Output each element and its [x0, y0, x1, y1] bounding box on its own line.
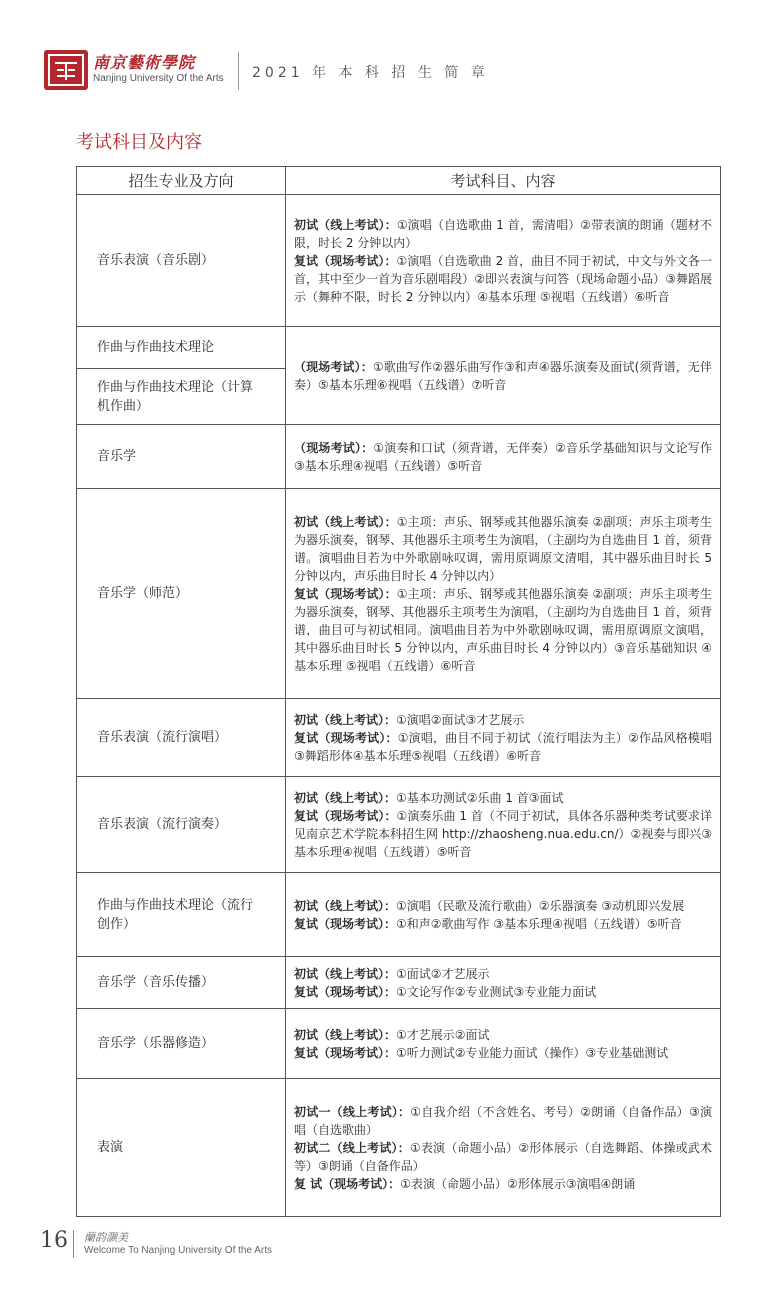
major-cell: 音乐表演（流行演唱） — [77, 699, 286, 777]
segment-text: ①自我介绍（不含姓名、考号）②朗诵（自备作品）③演唱（自选歌曲） — [294, 1104, 712, 1137]
segment-text: ①才艺展示②面试 — [396, 1027, 490, 1042]
segment-label: 复试（现场考试）： — [294, 808, 397, 823]
logo-chinese-name: 南京藝術學院 — [93, 53, 196, 72]
major-cell: 音乐表演（音乐剧） — [77, 195, 286, 327]
logo-english-name: Nanjing University Of the Arts — [93, 73, 224, 84]
page-number: 16 — [40, 1228, 68, 1253]
segment-text: ①听力测试②专业能力面试（操作）③专业基础测试 — [396, 1045, 669, 1060]
exam-segment — [294, 1175, 712, 1193]
university-seal-logo — [44, 50, 88, 90]
footer-divider — [73, 1230, 74, 1258]
major-cell: 作曲与作曲技术理论（流行创作） — [77, 873, 286, 957]
content-cell — [286, 1079, 721, 1217]
table-row — [77, 957, 721, 1009]
header-divider — [238, 52, 239, 90]
table-row — [77, 195, 721, 327]
table-row — [77, 489, 721, 699]
segment-text: ①演唱（自选歌曲 2 首，曲目不同于初试，中文与外文各一首，其中至少一首为音乐剧唱段）②即兴表演与问答（现场命题小品）③舞蹈展示（舞种不限，时长 2 分钟以内）④基本乐理 ⑤视唱（五线谱）⑥听音 — [294, 253, 712, 304]
major-cell: 作曲与作曲技术理论 — [77, 327, 286, 369]
exam-segment — [294, 897, 712, 915]
exam-subjects-table — [76, 166, 721, 1217]
segment-label: 初试（线上考试）： — [294, 966, 397, 981]
segment-text: ①演唱②面试③才艺展示 — [396, 712, 525, 727]
major-cell: 音乐学（音乐传播） — [77, 957, 286, 1009]
exam-segment — [294, 252, 712, 306]
page-header — [0, 0, 776, 110]
segment-text: ①和声②歌曲写作 ③基本乐理④视唱（五线谱）⑤听音 — [396, 916, 682, 931]
exam-segment — [294, 807, 712, 861]
content-cell — [286, 957, 721, 1009]
content-cell — [286, 195, 721, 327]
major-cell: 音乐学（乐器修造） — [77, 1009, 286, 1079]
segment-text: ①演唱，曲目不同于初试（流行唱法为主）②作品风格模唱③舞蹈形体④基本乐理⑤视唱（五线谱）⑥听音 — [294, 730, 712, 763]
segment-label: 初试（线上考试）： — [294, 514, 397, 529]
segment-label: 初试二（线上考试）： — [294, 1140, 410, 1155]
exam-segment — [294, 1103, 712, 1139]
exam-segment — [294, 789, 712, 807]
exam-segment — [294, 1044, 712, 1062]
footer-slogan-en: Welcome To Nanjing University Of the Arts — [84, 1245, 273, 1256]
segment-label: 初试（线上考试）： — [294, 1027, 397, 1042]
segment-label: 复 试（现场考试）： — [294, 1176, 401, 1191]
segment-text: ①主项：声乐、钢琴或其他器乐演奏 ②副项：声乐主项考生为器乐演奏，钢琴、其他器乐主项考生为演唱，（主副均为自选曲目 1 首，须背谱，曲目可与初试相同。演唱曲目若为中外歌剧咏叹调，需用原调原文演唱，其中器乐曲目时长 5 分钟以内，声乐曲目时长 4 分钟以内）③音乐基础知识 ④基本乐理 ⑤视唱（五线谱）⑥听音 — [294, 586, 712, 673]
segment-text: ①文论写作②专业测试③专业能力面试 — [396, 984, 597, 999]
content-cell — [286, 425, 721, 489]
table-row — [77, 699, 721, 777]
exam-segment — [294, 216, 712, 252]
segment-label: 初试一（线上考试）： — [294, 1104, 411, 1119]
major-cell: 音乐表演（流行演奏） — [77, 777, 286, 873]
segment-text: ①面试②才艺展示 — [396, 966, 490, 981]
table-row — [77, 1009, 721, 1079]
exam-segment — [294, 983, 712, 1001]
segment-label: 复试（现场考试）： — [294, 586, 397, 601]
major-cell: 音乐学 — [77, 425, 286, 489]
segment-label: 复试（现场考试）： — [294, 253, 397, 268]
segment-text: ①演奏和口试（须背谱，无伴奏）②音乐学基础知识与文论写作③基本乐理④视唱（五线谱）⑤听音 — [294, 440, 712, 473]
content-cell — [286, 489, 721, 699]
exam-segment — [294, 513, 712, 585]
table-header-row — [77, 167, 721, 195]
exam-segment — [294, 965, 712, 983]
major-cell: 音乐学（师范） — [77, 489, 286, 699]
segment-text: ①表演（命题小品）②形体展示③演唱④朗诵 — [400, 1176, 636, 1191]
segment-label: 初试（线上考试）： — [294, 898, 397, 913]
segment-label: 初试（线上考试）： — [294, 217, 397, 232]
exam-segment — [294, 915, 712, 933]
table-row — [77, 1079, 721, 1217]
segment-text: ①主项：声乐、钢琴或其他器乐演奏 ②副项：声乐主项考生为器乐演奏，钢琴、其他器乐主项考生为演唱，（主副均为自选曲目 1 首，须背谱。演唱曲目若为中外歌剧咏叹调，需用原调原文清唱，其中器乐曲目时长 5 分钟以内，声乐曲目时长 4 分钟以内） — [294, 514, 712, 583]
segment-label: 复试（现场考试）： — [294, 984, 397, 999]
table-row — [77, 873, 721, 957]
exam-segment — [294, 1026, 712, 1044]
segment-label: 复试（现场考试）： — [294, 730, 398, 745]
segment-text: ①歌曲写作②器乐曲写作③和声④器乐演奏及面试(须背谱，无伴奏）⑤基本乐理⑥视唱（五线谱）⑦听音 — [294, 359, 712, 392]
segment-label: 初试（线上考试）： — [294, 712, 397, 727]
exam-segment — [294, 1139, 712, 1175]
section-title: 考试科目及内容 — [76, 132, 202, 153]
header-major: 招生专业及方向 — [77, 167, 286, 195]
exam-segment — [294, 711, 712, 729]
segment-text: ①演奏乐曲 1 首（不同于初试，具体各乐器种类考试要求详见南京艺术学院本科招生网 http://zhaosheng.nua.edu.cn/）②视奏与即兴③基本乐理④视唱（五线谱）⑤听音 — [294, 808, 713, 859]
content-cell — [286, 327, 721, 425]
exam-segment — [294, 729, 712, 765]
content-cell — [286, 873, 721, 957]
exam-segment — [294, 585, 712, 675]
segment-label: 初试（线上考试）： — [294, 790, 397, 805]
content-cell — [286, 1009, 721, 1079]
segment-text: ①基本功测试②乐曲 1 首③面试 — [396, 790, 564, 805]
segment-label: 复试（现场考试）： — [294, 916, 397, 931]
table-row — [77, 777, 721, 873]
brochure-title: 2021 年 本 科 招 生 简 章 — [252, 65, 489, 81]
segment-label: 复试（现场考试）： — [294, 1045, 397, 1060]
segment-label: （现场考试）： — [294, 440, 374, 455]
segment-label: （现场考试）： — [294, 359, 373, 374]
segment-text: ①演唱（自选歌曲 1 首，需清唱）②带表演的朗诵（题材不限，时长 2 分钟以内） — [294, 217, 712, 250]
content-cell — [286, 699, 721, 777]
table-row — [77, 425, 721, 489]
footer-slogan-cn: 蘭韵灏美 — [84, 1231, 128, 1244]
exam-segment — [294, 358, 712, 394]
header-exam-content: 考试科目、内容 — [286, 167, 721, 195]
content-cell — [286, 777, 721, 873]
segment-text: ①演唱（民歌及流行歌曲）②乐器演奏 ③动机即兴发展 — [396, 898, 685, 913]
major-cell: 表演 — [77, 1079, 286, 1217]
exam-segment — [294, 439, 712, 475]
major-cell: 作曲与作曲技术理论（计算机作曲） — [77, 369, 286, 425]
segment-text: ①表演（命题小品）②形体展示（自选舞蹈、体操或武术等）③朗诵（自备作品） — [294, 1140, 712, 1173]
table-row — [77, 327, 721, 369]
